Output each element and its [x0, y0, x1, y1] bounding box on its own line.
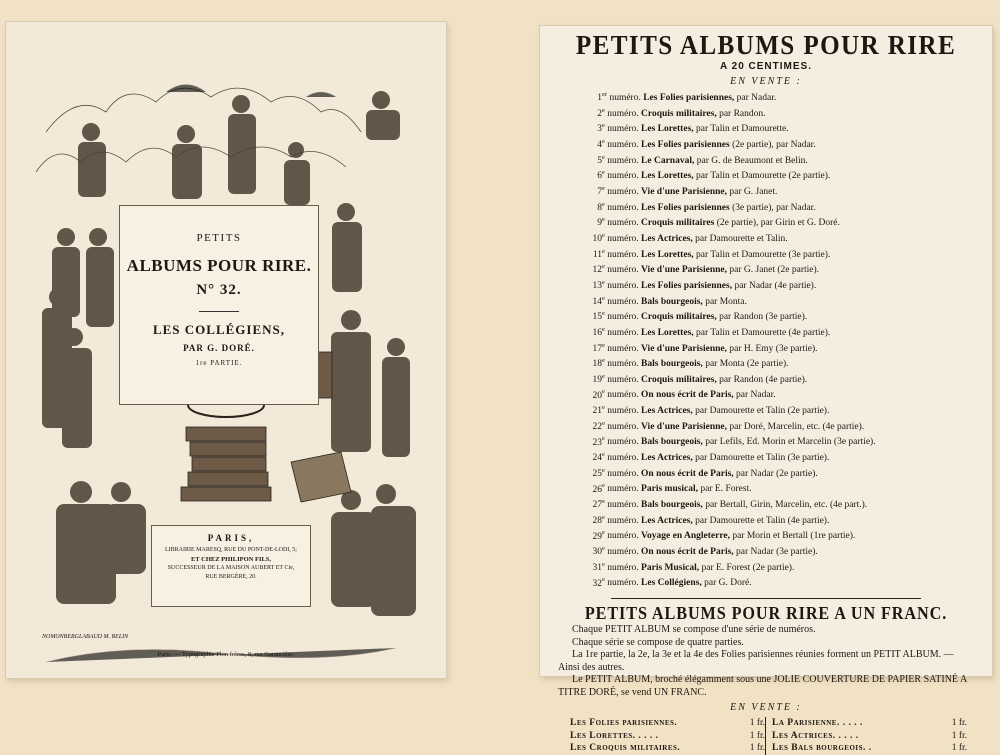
price-column-right — [765, 717, 967, 755]
issue-word: numéro. — [607, 484, 639, 495]
issue-author: par G. Doré. — [704, 578, 752, 589]
issue-author: par Nadar (2e partie). — [736, 468, 818, 479]
issue-author: par Monta (2e partie). — [705, 359, 789, 370]
issue-author: par E. Forest. — [700, 484, 752, 495]
cover-subtitle: LES COLLÉGIENS, — [152, 322, 286, 337]
issue-number: 24 — [592, 453, 602, 464]
issue-author: par Talin et Damourette (4e partie). — [696, 328, 831, 338]
issue-number-suffix: e — [602, 388, 605, 396]
issue-number-suffix: e — [602, 498, 605, 506]
issue-title: Paris Musical, — [641, 562, 700, 573]
issue-word: numéro. — [607, 234, 639, 245]
issue-row — [560, 199, 980, 215]
info-paragraph: Chaque série se compose de quatre parties. — [572, 636, 744, 648]
issue-word: numéro. — [607, 187, 639, 198]
issue-row — [560, 465, 980, 481]
issue-number: 10 — [592, 234, 602, 245]
issue-title: Vie d'une Parisienne, — [641, 265, 727, 276]
issue-author: par Randon (3e partie). — [719, 312, 808, 323]
issue-word: numéro. — [607, 468, 639, 479]
issue-number-suffix: e — [602, 529, 605, 537]
issue-word: numéro. — [607, 406, 639, 417]
issue-author: (2e partie), par Nadar. — [732, 140, 816, 151]
issue-row — [560, 293, 980, 309]
issue-number-suffix: e — [602, 466, 605, 474]
engraver-credit: NOMONBERGLABAUD M. BELIN — [42, 634, 129, 640]
issue-title: Voyage en Angleterre, — [641, 531, 730, 542]
issue-number: 4 — [597, 140, 602, 151]
issue-row — [560, 340, 980, 356]
issue-title: Les Actrices, — [641, 515, 693, 526]
issue-word: numéro. — [607, 140, 639, 151]
issue-word: numéro. — [609, 93, 641, 104]
price-column-left — [570, 717, 765, 755]
issue-author: par Nadar (3e partie). — [736, 547, 818, 558]
issue-title: Vie d'une Parisienne, — [641, 343, 727, 354]
price-row — [772, 730, 967, 743]
catalog-title: PETITS ALBUMS POUR RIRE — [575, 30, 957, 60]
issue-number: 13 — [592, 281, 602, 292]
issue-row — [560, 543, 980, 559]
issue-title: Les Lorettes, — [641, 249, 694, 260]
price-item-name: Les Lorettes. . . . . — [570, 730, 659, 741]
issue-number-suffix: e — [602, 137, 605, 145]
price-item-name: Les Bals bourgeois. . — [772, 743, 872, 753]
issue-number-suffix: e — [602, 231, 605, 239]
issue-row — [560, 230, 980, 246]
issue-title: Croquis militaires, — [641, 108, 717, 119]
issue-number: 31 — [592, 562, 602, 573]
price-row — [570, 730, 765, 743]
issue-word: numéro. — [607, 390, 639, 401]
section-divider — [611, 598, 921, 599]
issue-row — [560, 386, 980, 402]
issue-number-suffix: e — [602, 372, 605, 380]
issue-title: Vie d'une Parisienne, — [641, 187, 727, 198]
issue-word: numéro. — [607, 281, 639, 292]
issue-author: par Damourette et Talin. — [695, 234, 788, 245]
publisher-line: LIBRAIRIE MARESQ, RUE DU PONT-DE-LODI, 5; — [165, 546, 297, 553]
catalog-page — [540, 26, 992, 753]
issue-number: 29 — [592, 531, 602, 542]
issue-author: (2e partie), par Girin et G. Doré. — [716, 218, 840, 229]
issue-row — [560, 152, 980, 168]
issue-number: 27 — [592, 500, 602, 511]
issue-title: Bals bourgeois, — [641, 500, 703, 511]
price-item-value: 1 fr. — [951, 743, 967, 753]
issue-row — [560, 261, 980, 277]
issue-number: 15 — [592, 312, 602, 323]
cover-part: 1re PARTIE. — [195, 359, 243, 367]
issue-word: numéro. — [607, 171, 639, 182]
issue-word: numéro. — [607, 249, 639, 260]
price-item-name: La Parisienne. . . . . — [772, 718, 863, 728]
issue-title: Les Lorettes, — [641, 171, 694, 182]
issue-author: par Randon. — [719, 108, 766, 119]
issue-word: numéro. — [607, 328, 639, 338]
issue-number-suffix: e — [602, 169, 605, 177]
issue-word: numéro. — [607, 108, 639, 119]
issue-word: numéro. — [607, 296, 639, 307]
issue-author: par H. Emy (3e partie). — [729, 343, 818, 354]
issue-word: numéro. — [607, 562, 639, 573]
issue-number-suffix: e — [602, 545, 605, 553]
issue-author: par Damourette et Talin (4e partie). — [695, 515, 830, 526]
issue-author: par G. Janet (2e partie). — [729, 265, 820, 276]
issue-row — [560, 480, 980, 496]
cover-footer: Paris. — Typographie Plon frères, 8, rue Garancière. — [157, 651, 295, 658]
issue-number-suffix: e — [602, 513, 605, 521]
issue-author: par Randon (4e partie). — [719, 374, 808, 385]
issue-row — [560, 371, 980, 387]
issue-word: numéro. — [607, 343, 639, 354]
issue-author: par Nadar. — [736, 390, 776, 401]
issue-author: par Nadar. — [736, 93, 777, 104]
issue-title: Les Folies parisiennes, — [641, 281, 733, 292]
issue-author: par Monta. — [705, 296, 747, 307]
issue-number-suffix: e — [602, 310, 605, 318]
issue-number: 5 — [597, 155, 602, 166]
issue-author: par Doré, Marcelin, etc. (4e partie). — [729, 421, 865, 432]
issue-row — [560, 277, 980, 293]
issue-title: Les Folies parisiennes, — [643, 93, 735, 104]
issue-word: numéro. — [607, 578, 639, 589]
issue-author: par G. Janet. — [729, 187, 778, 198]
issue-number: 14 — [592, 296, 602, 307]
cover-title-rule — [199, 311, 239, 312]
issue-number-suffix: e — [602, 263, 605, 271]
issue-number: 16 — [592, 328, 602, 338]
issue-word: numéro. — [607, 437, 639, 448]
issue-title: Les Lorettes, — [641, 124, 694, 135]
issue-author: par G. de Beaumont et Belin. — [696, 155, 808, 166]
price-item-value: 1 fr. — [749, 730, 765, 741]
issue-row — [560, 512, 980, 528]
issue-title: Les Actrices, — [641, 453, 693, 464]
issue-author: par Damourette et Talin (2e partie). — [695, 406, 830, 417]
cover-publisher-card — [151, 525, 311, 607]
price-row — [570, 717, 765, 730]
issue-row — [560, 574, 980, 590]
issue-word: numéro. — [607, 421, 639, 432]
issue-number: 21 — [592, 406, 602, 417]
issue-number: 7 — [597, 187, 602, 198]
issue-author: par Lefils, Ed. Morin et Marcelin (3e partie). — [705, 437, 876, 448]
issue-word: numéro. — [607, 265, 639, 276]
issue-number-suffix: e — [602, 357, 605, 365]
issue-title: Les Lorettes, — [641, 328, 694, 338]
issue-number-suffix: e — [602, 106, 605, 114]
issue-number-suffix: e — [602, 122, 605, 130]
publisher-line: SUCCESSEUR DE LA MAISON AUBERT ET Cie, — [167, 565, 295, 572]
issue-number: 11 — [592, 249, 602, 260]
cover-title-line1: PETITS — [196, 232, 242, 244]
issue-number-suffix: e — [602, 153, 605, 161]
issue-row — [560, 246, 980, 262]
issue-number-suffix: e — [602, 200, 605, 208]
issue-number: 20 — [592, 390, 602, 401]
issue-number: 26 — [592, 484, 602, 495]
issue-title: Vie d'une Parisienne, — [641, 421, 727, 432]
issue-number: 12 — [592, 265, 602, 276]
issue-word: numéro. — [607, 218, 639, 229]
issue-title: Les Collégiens, — [641, 578, 702, 589]
issue-number-suffix: e — [602, 184, 605, 192]
publisher-line: RUE BERGÈRE, 20. — [205, 574, 257, 581]
issue-title: Bals bourgeois, — [641, 296, 703, 307]
issue-number-suffix: e — [602, 451, 605, 459]
issue-word: numéro. — [607, 155, 639, 166]
issue-number-suffix: e — [602, 325, 605, 333]
issue-row — [560, 402, 980, 418]
issue-number: 9 — [597, 218, 602, 229]
issue-number: 22 — [592, 421, 602, 432]
issue-title: Les Folies parisiennes — [641, 202, 730, 213]
issue-author: par Talin et Damourette. — [696, 124, 789, 135]
issue-number-suffix: e — [602, 247, 605, 255]
issue-row — [560, 183, 980, 199]
issue-title: On nous écrit de Paris, — [641, 547, 734, 558]
issue-row — [560, 449, 980, 465]
issue-word: numéro. — [607, 547, 639, 558]
issue-author: par Bertall, Girin, Marcelin, etc. (4e part.). — [705, 500, 868, 511]
issue-word: numéro. — [607, 453, 639, 464]
issue-row — [560, 324, 980, 340]
issue-author: par E. Forest (2e partie). — [701, 562, 795, 573]
info-paragraph: Le PETIT ALBUM, broché élégamment sous une JOLIE COUVERTURE DE PAPIER SATINÉ A TITRE DORÉ, se vend UN FRANC. — [558, 674, 967, 698]
issue-title: Croquis militaires, — [641, 374, 717, 385]
issue-row — [560, 355, 980, 371]
issue-title: Les Actrices, — [641, 406, 693, 417]
issue-row — [560, 167, 980, 183]
price-row — [772, 742, 967, 755]
issue-number-suffix: e — [602, 278, 605, 286]
issue-number: 2 — [597, 108, 602, 119]
issue-title: Les Actrices, — [641, 234, 693, 245]
price-item-value: 1 fr. — [749, 718, 765, 728]
issue-number: 32 — [592, 578, 602, 589]
price-table — [570, 717, 974, 755]
issue-title: Paris musical, — [641, 484, 699, 495]
cover-author: PAR G. DORÉ. — [183, 343, 255, 353]
issue-title: Les Folies parisiennes — [641, 140, 730, 151]
issue-number: 17 — [592, 343, 602, 354]
publisher-line: ET CHEZ PHILIPON FILS, — [190, 555, 272, 563]
price-row — [570, 742, 765, 755]
price-item-value: 1 fr. — [749, 743, 765, 753]
cover-title-line2: ALBUMS POUR RIRE. — [126, 256, 312, 275]
issue-title: Croquis militaires — [641, 218, 715, 229]
cover-title-card — [119, 205, 319, 405]
issue-row — [560, 418, 980, 434]
issue-number: 19 — [592, 374, 602, 385]
issue-word: numéro. — [607, 124, 639, 135]
issue-author: (3e partie), par Nadar. — [732, 202, 816, 213]
en-vente-heading-2: EN VENTE : — [730, 702, 802, 713]
price-item-name: Les Folies parisiennes. — [570, 718, 678, 728]
issue-row — [560, 105, 980, 121]
issue-number: 3 — [597, 124, 602, 135]
franc-section-title: PETITS ALBUMS POUR RIRE A UN FRANC. — [584, 603, 948, 623]
info-paragraph: La 1re partie, la 2e, la 3e et la 4e des Folies parisiennes réunies forment un PETIT ALBUM. — Ainsi des autres. — [558, 649, 954, 673]
issue-title: Bals bourgeois, — [641, 437, 703, 448]
issue-row — [560, 214, 980, 230]
price-item-name: Les Croquis militaires. — [570, 743, 681, 753]
issue-row — [560, 308, 980, 324]
cover-page — [6, 22, 446, 678]
issue-row — [560, 120, 980, 136]
issue-number-suffix: e — [602, 576, 605, 584]
issue-number: 1 — [597, 93, 602, 104]
en-vente-heading: EN VENTE : — [730, 76, 802, 87]
issue-word: numéro. — [607, 359, 639, 370]
issue-word: numéro. — [607, 312, 639, 323]
catalog-price-line: A 20 CENTIMES. — [720, 61, 812, 72]
issue-title: Croquis militaires, — [641, 312, 717, 323]
issue-list — [560, 89, 980, 590]
issue-word: numéro. — [607, 531, 639, 542]
issue-number-suffix: e — [602, 435, 605, 443]
price-row — [772, 717, 967, 730]
issue-number-suffix: e — [602, 419, 605, 427]
issue-author: par Talin et Damourette (3e partie). — [696, 249, 831, 260]
price-item-value: 1 fr. — [951, 718, 967, 728]
issue-row — [560, 433, 980, 449]
issue-number: 8 — [597, 202, 602, 213]
price-item-value: 1 fr. — [951, 730, 967, 741]
issue-row — [560, 136, 980, 152]
issue-number-suffix: e — [602, 294, 605, 302]
issue-number: 18 — [592, 359, 602, 370]
issue-number-suffix: e — [602, 216, 605, 224]
issue-title: Bals bourgeois, — [641, 359, 703, 370]
issue-author: par Talin et Damourette (2e partie). — [696, 171, 831, 182]
issue-word: numéro. — [607, 374, 639, 385]
issue-author: par Damourette et Talin (3e partie). — [695, 453, 830, 464]
issue-word: numéro. — [607, 500, 639, 511]
issue-title: On nous écrit de Paris, — [641, 468, 734, 479]
issue-author: par Nadar (4e partie). — [734, 281, 817, 292]
issue-number: 28 — [592, 515, 602, 526]
issue-number: 23 — [592, 437, 602, 448]
price-item-name: Les Actrices. . . . . — [772, 730, 859, 741]
publisher-city: PARIS, — [207, 533, 255, 543]
issue-number-suffix: e — [602, 482, 605, 490]
cover-issue-number: N° 32. — [196, 282, 242, 298]
issue-number: 6 — [597, 171, 602, 182]
issue-row — [560, 496, 980, 512]
issue-row — [560, 527, 980, 543]
issue-title: On nous écrit de Paris, — [641, 390, 734, 401]
info-paragraph: Chaque PETIT ALBUM se compose d'une série de numéros. — [572, 624, 816, 635]
issue-number-suffix: e — [602, 560, 605, 568]
issue-number: 25 — [592, 468, 602, 479]
issue-number-suffix: e — [602, 341, 605, 349]
issue-author: par Morin et Bertall (1re partie). — [732, 531, 856, 542]
issue-title: Le Carnaval, — [641, 155, 695, 166]
issue-word: numéro. — [607, 515, 639, 526]
issue-row — [560, 89, 980, 105]
issue-row — [560, 559, 980, 575]
issue-number-suffix: e — [602, 404, 605, 412]
issue-number: 30 — [592, 547, 602, 558]
issue-number-suffix: er — [602, 91, 608, 98]
issue-word: numéro. — [607, 202, 639, 213]
